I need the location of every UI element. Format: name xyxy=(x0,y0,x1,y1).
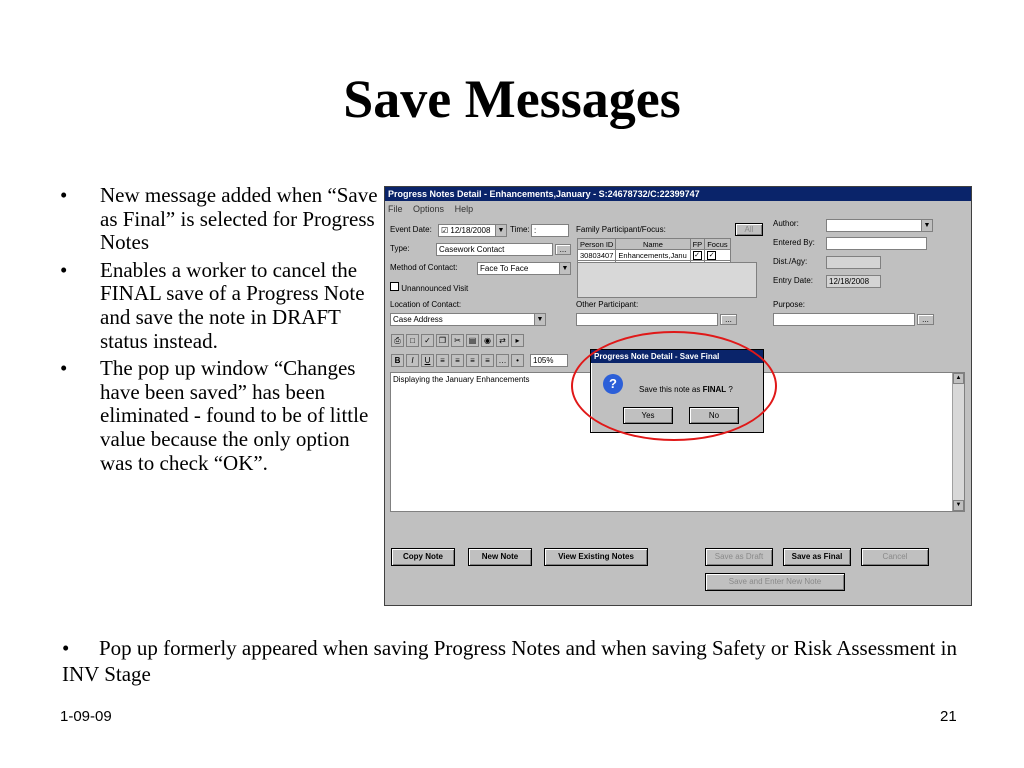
bullet-item xyxy=(60,259,378,353)
method-value: Face To Face xyxy=(480,264,529,273)
bullet-text: New message added when “Save as Final” is selected for Progress Notes xyxy=(100,183,378,255)
underline-icon[interactable]: U xyxy=(421,354,434,367)
scroll-down-icon[interactable]: ▼ xyxy=(953,500,964,511)
justify-icon[interactable]: ≡ xyxy=(481,354,494,367)
slide-title: Save Messages xyxy=(343,69,681,129)
bullet-text: The pop up window “Changes have been saved” has been eliminated - found to be of little value because the only option was to check “OK”. xyxy=(100,356,369,475)
bullet-item xyxy=(60,357,378,475)
purpose-lookup-button[interactable]: ... xyxy=(917,314,934,325)
grid-header-row xyxy=(578,239,731,250)
method-label: Method of Contact: xyxy=(390,263,458,272)
chevron-down-icon[interactable]: ▼ xyxy=(921,220,932,231)
location-value: Case Address xyxy=(393,315,443,324)
bottom-bullet xyxy=(62,635,962,687)
bullet-marker: • xyxy=(62,636,70,660)
column-header[interactable]: Person ID xyxy=(578,239,616,250)
menu-help[interactable]: Help xyxy=(454,204,474,214)
question-icon: ? xyxy=(603,374,623,394)
copy-note-button[interactable]: Copy Note xyxy=(391,548,455,566)
focus-cell[interactable] xyxy=(705,250,730,261)
bullet-list-icon[interactable]: • xyxy=(511,354,524,367)
time-field[interactable]: : xyxy=(531,224,569,237)
insert-icon[interactable]: ▸ xyxy=(511,334,524,347)
type-label: Type: xyxy=(390,244,410,253)
all-button[interactable]: All xyxy=(735,223,763,236)
save-as-final-button[interactable]: Save as Final xyxy=(783,548,851,566)
cancel-button[interactable]: Cancel xyxy=(861,548,929,566)
editor-scrollbar[interactable] xyxy=(952,373,964,511)
purpose-field[interactable] xyxy=(773,313,915,326)
bullet-item xyxy=(60,184,378,255)
entered-by-label: Entered By: xyxy=(773,238,815,247)
type-field[interactable]: Casework Contact xyxy=(436,243,553,256)
spellcheck-icon[interactable]: ✓ xyxy=(421,334,434,347)
person-id-cell: 30803407 xyxy=(578,250,616,261)
dist-agy-field xyxy=(826,256,881,269)
align-center-icon[interactable]: ≡ xyxy=(451,354,464,367)
find-icon[interactable]: ◉ xyxy=(481,334,494,347)
author-select[interactable] xyxy=(826,219,933,232)
entry-date-label: Entry Date: xyxy=(773,276,814,285)
highlight-ellipse xyxy=(571,331,777,441)
copy-icon[interactable]: ❐ xyxy=(436,334,449,347)
print-icon[interactable]: ⎙ xyxy=(391,334,404,347)
yes-button[interactable]: Yes xyxy=(623,407,673,424)
checkbox-icon[interactable] xyxy=(390,282,399,291)
entry-date-field: 12/18/2008 xyxy=(826,275,881,288)
type-lookup-button[interactable]: ... xyxy=(555,244,571,255)
replace-icon[interactable]: ⇄ xyxy=(496,334,509,347)
page-number: 21 xyxy=(940,708,957,725)
dialog-message-prefix: Save this note as xyxy=(639,385,701,394)
table-row[interactable] xyxy=(578,250,731,261)
dialog-message-suffix: ? xyxy=(728,385,733,394)
event-date-label: Event Date: xyxy=(390,225,432,234)
numbered-list-icon[interactable]: … xyxy=(496,354,509,367)
checkbox-icon[interactable]: ✓ xyxy=(694,252,701,259)
time-label: Time: xyxy=(510,225,530,234)
column-header[interactable]: Name xyxy=(616,239,690,250)
chevron-down-icon[interactable]: ▼ xyxy=(559,263,570,274)
align-right-icon[interactable]: ≡ xyxy=(466,354,479,367)
other-participant-label: Other Participant: xyxy=(576,300,639,309)
dialog-message-bold: FINAL xyxy=(702,385,727,394)
grid-empty-area xyxy=(577,262,757,298)
no-button[interactable]: No xyxy=(689,407,739,424)
fp-cell[interactable] xyxy=(690,250,705,261)
bullet-text: Enables a worker to cancel the FINAL save of a Progress Note and save the note in DRAFT status instead. xyxy=(100,257,365,353)
dialog-title-bar: Progress Note Detail - Save Final xyxy=(591,350,763,363)
unannounced-visit-checkbox[interactable] xyxy=(390,282,468,293)
column-header[interactable]: Focus xyxy=(705,239,730,250)
window-title-bar: Progress Notes Detail - Enhancements,January - S:24678732/C:22399747 xyxy=(385,187,971,201)
font-size-select[interactable]: 105% xyxy=(530,354,568,367)
family-participant-label: Family Participant/Focus: xyxy=(576,225,666,234)
unannounced-visit-label: Unannounced Visit xyxy=(401,284,469,293)
chevron-down-icon[interactable]: ▼ xyxy=(534,314,545,325)
location-select[interactable] xyxy=(390,313,546,326)
editor-toolbar xyxy=(391,334,524,348)
other-participant-field[interactable] xyxy=(576,313,718,326)
bullet-marker: • xyxy=(60,356,68,381)
view-existing-notes-button[interactable]: View Existing Notes xyxy=(544,548,648,566)
editor-text: Displaying the January Enhancements xyxy=(393,375,530,384)
menu-bar xyxy=(388,204,481,214)
menu-file[interactable]: File xyxy=(388,204,403,214)
event-date-value: ☑ 12/18/2008 xyxy=(441,226,491,235)
entered-by-field xyxy=(826,237,927,250)
bottom-bullet-text: Pop up formerly appeared when saving Progress Notes and when saving Safety or Risk Assessment in INV Stage xyxy=(62,636,957,686)
location-label: Location of Contact: xyxy=(390,300,462,309)
checkbox-icon[interactable]: ✓ xyxy=(708,252,715,259)
new-note-button[interactable]: New Note xyxy=(468,548,532,566)
method-select[interactable] xyxy=(477,262,571,275)
save-as-draft-button[interactable]: Save as Draft xyxy=(705,548,773,566)
bullet-marker: • xyxy=(60,257,68,282)
bullet-marker: • xyxy=(60,183,68,207)
purpose-label: Purpose: xyxy=(773,300,806,309)
name-cell: Enhancements,Janu xyxy=(616,250,690,261)
event-date-field[interactable] xyxy=(438,224,507,237)
author-label: Author: xyxy=(773,219,799,228)
align-left-icon[interactable]: ≡ xyxy=(436,354,449,367)
scroll-up-icon[interactable]: ▲ xyxy=(953,373,964,384)
bullet-list xyxy=(60,184,378,479)
format-toolbar xyxy=(391,354,568,368)
print-preview-icon[interactable]: □ xyxy=(406,334,419,347)
bold-icon[interactable]: B xyxy=(391,354,404,367)
italic-icon[interactable]: I xyxy=(406,354,419,367)
chevron-down-icon[interactable]: ▼ xyxy=(495,225,506,236)
menu-options[interactable]: Options xyxy=(413,204,445,214)
paste-icon[interactable]: ▤ xyxy=(466,334,479,347)
column-header[interactable]: FP xyxy=(690,239,705,250)
save-and-enter-new-note-button[interactable]: Save and Enter New Note xyxy=(705,573,845,591)
cut-icon[interactable]: ✂ xyxy=(451,334,464,347)
other-participant-lookup-button[interactable]: ... xyxy=(720,314,737,325)
footer-date: 1-09-09 xyxy=(60,708,112,725)
dist-agy-label: Dist./Agy: xyxy=(773,257,808,266)
